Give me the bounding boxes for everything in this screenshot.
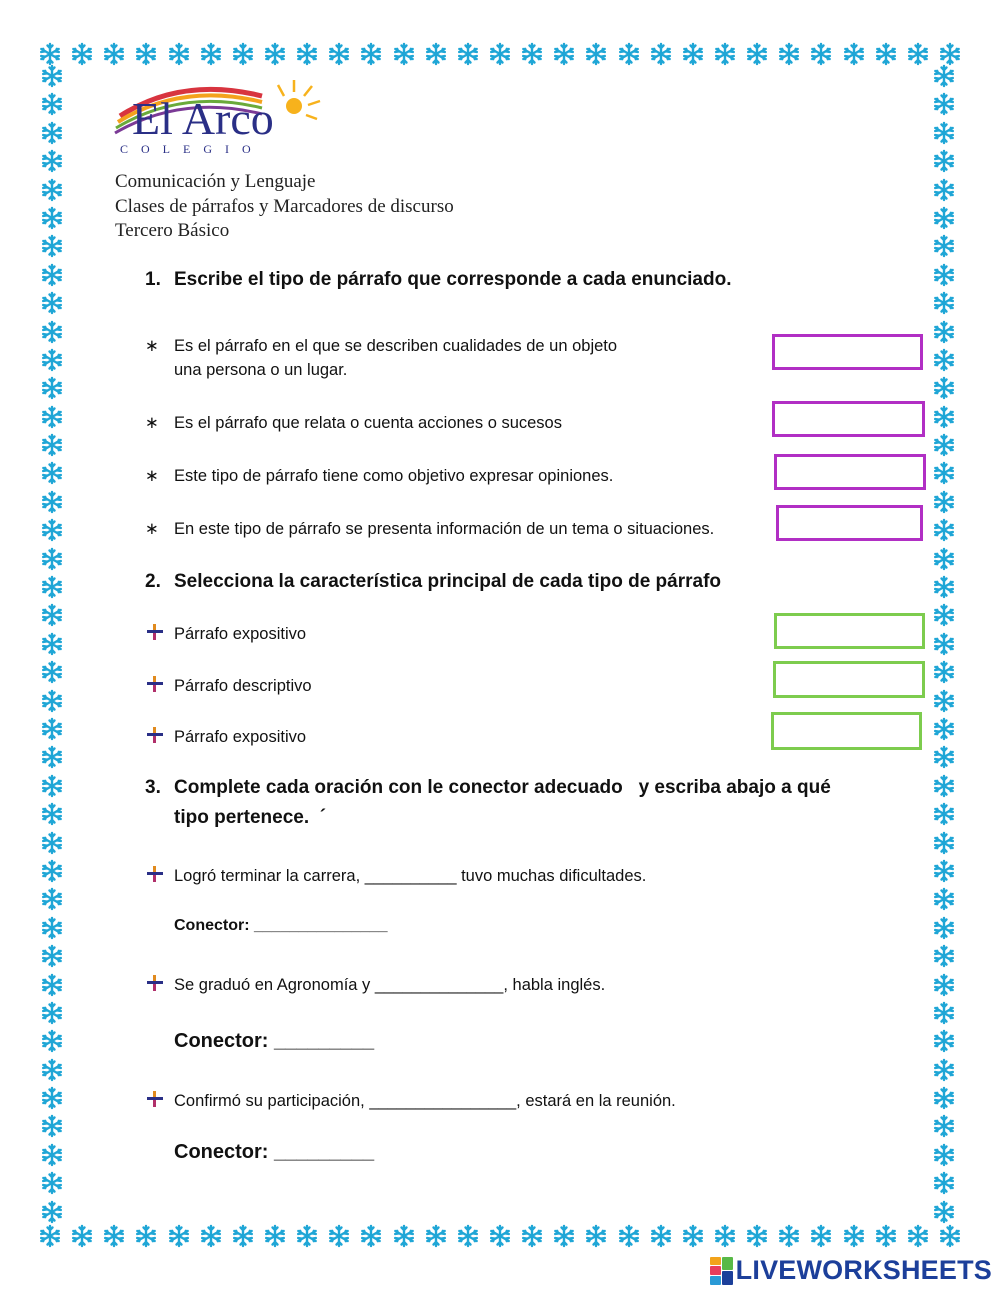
grade-line: Tercero Básico [115, 220, 230, 241]
logo-title: El Arco [132, 93, 274, 144]
logo-subtitle: COLEGIO [120, 142, 264, 156]
snowflake-icon [327, 42, 351, 66]
snowflake-icon [932, 433, 956, 457]
snowflake-icon [932, 461, 956, 485]
snowflake-icon [932, 745, 956, 769]
snowflake-icon [932, 64, 956, 88]
worksheet-header [115, 170, 454, 244]
snowflake-icon [327, 1224, 351, 1248]
snowflake-icon [40, 1086, 64, 1110]
snowflake-icon [777, 42, 801, 66]
school-logo [112, 78, 322, 158]
conector-line: Conector: _______________ [174, 917, 388, 934]
item-text: Es el párrafo en el que se describen cualidades de un objeto [174, 337, 618, 355]
snowflake-icon [932, 178, 956, 202]
snowflake-icon [932, 1001, 956, 1025]
snowflake-icon [40, 1171, 64, 1195]
snowflake-icon [745, 1224, 769, 1248]
snowflake-icon [932, 916, 956, 940]
asterisk-bullet: ∗ [145, 467, 159, 485]
snowflake-icon [40, 1001, 64, 1025]
snowflake-icon [40, 433, 64, 457]
answer-box[interactable] [772, 401, 925, 437]
snowflake-icon [809, 1224, 833, 1248]
snowflake-icon [932, 689, 956, 713]
snowflake-icon [40, 178, 64, 202]
snowflake-icon [40, 916, 64, 940]
snowflake-icon [932, 575, 956, 599]
item-text: En este tipo de párrafo se presenta información de un tema o situaciones. [174, 520, 715, 538]
snowflake-icon [552, 42, 576, 66]
border-left [38, 64, 66, 1224]
snowflake-icon [295, 1224, 319, 1248]
snowflake-icon [424, 42, 448, 66]
snowflake-icon [102, 1224, 126, 1248]
sentence-text: Se graduó en Agronomía y ______________, habla inglés. [174, 976, 606, 994]
snowflake-icon [40, 461, 64, 485]
snowflake-icon [424, 1224, 448, 1248]
snowflake-icon [263, 42, 287, 66]
snowflake-icon [40, 490, 64, 514]
section-number: 3. [145, 777, 161, 798]
snowflake-icon [40, 973, 64, 997]
section-heading: Selecciona la característica principal de cada tipo de párrafo [174, 571, 722, 592]
snowflake-icon [231, 42, 255, 66]
snowflake-icon [932, 1143, 956, 1167]
liveworksheets-watermark [710, 1255, 992, 1286]
snowflake-icon [40, 547, 64, 571]
snowflake-icon [932, 603, 956, 627]
snowflake-icon [40, 263, 64, 287]
snowflake-icon [874, 42, 898, 66]
snowflake-icon [40, 234, 64, 258]
snowflake-icon [40, 859, 64, 883]
plus-bullet-icon [145, 973, 165, 993]
snowflake-icon [842, 42, 866, 66]
snowflake-icon [40, 632, 64, 656]
snowflake-icon [40, 121, 64, 145]
snowflake-icon [295, 42, 319, 66]
snowflake-icon [199, 42, 223, 66]
section-heading: Escribe el tipo de párrafo que corresponde a cada enunciado. [174, 269, 732, 290]
snowflake-icon [40, 348, 64, 372]
snowflake-icon [932, 802, 956, 826]
snowflake-icon [932, 1114, 956, 1138]
section-number: 1. [145, 269, 161, 290]
border-bottom [38, 1222, 962, 1250]
snowflake-icon [809, 42, 833, 66]
snowflake-icon [134, 42, 158, 66]
snowflake-icon [777, 1224, 801, 1248]
item-text: Párrafo expositivo [174, 625, 307, 643]
snowflake-icon [392, 42, 416, 66]
item-text: Párrafo descriptivo [174, 677, 312, 695]
snowflake-icon [40, 660, 64, 684]
snowflake-icon [40, 1058, 64, 1082]
snowflake-icon [584, 42, 608, 66]
snowflake-icon [552, 1224, 576, 1248]
snowflake-icon [40, 149, 64, 173]
snowflake-icon [932, 632, 956, 656]
snowflake-icon [932, 263, 956, 287]
plus-bullet-icon [145, 725, 165, 745]
snowflake-icon [681, 42, 705, 66]
snowflake-icon [932, 1200, 956, 1224]
snowflake-icon [932, 121, 956, 145]
snowflake-icon [932, 717, 956, 741]
snowflake-icon [932, 547, 956, 571]
snowflake-icon [40, 603, 64, 627]
snowflake-icon [359, 1224, 383, 1248]
snowflake-icon [167, 1224, 191, 1248]
answer-box[interactable] [774, 454, 926, 490]
liveworksheets-logo-icon [710, 1257, 734, 1285]
snowflake-icon [40, 831, 64, 855]
snowflake-icon [932, 859, 956, 883]
snowflake-icon [932, 887, 956, 911]
snowflake-icon [38, 42, 62, 66]
snowflake-icon [932, 149, 956, 173]
snowflake-icon [40, 206, 64, 230]
snowflake-icon [40, 1143, 64, 1167]
snowflake-icon [649, 1224, 673, 1248]
snowflake-icon [932, 206, 956, 230]
item-text: Este tipo de párrafo tiene como objetivo expresar opiniones. [174, 467, 614, 485]
section-number: 2. [145, 571, 161, 592]
snowflake-icon [932, 348, 956, 372]
snowflake-icon [488, 1224, 512, 1248]
snowflake-icon [932, 92, 956, 116]
snowflake-icon [932, 234, 956, 258]
item-text: Párrafo expositivo [174, 728, 307, 746]
section-3-title [145, 773, 831, 803]
snowflake-icon [167, 42, 191, 66]
plus-bullet-icon [145, 622, 165, 642]
answer-box[interactable] [773, 661, 925, 698]
snowflake-icon [649, 42, 673, 66]
answer-box[interactable] [774, 613, 925, 649]
snowflake-icon [906, 1224, 930, 1248]
snowflake-icon [932, 291, 956, 315]
snowflake-icon [199, 1224, 223, 1248]
snowflake-icon [40, 405, 64, 429]
snowflake-icon [40, 376, 64, 400]
snowflake-icon [40, 575, 64, 599]
snowflake-icon [40, 518, 64, 542]
snowflake-icon [456, 42, 480, 66]
asterisk-bullet: ∗ [145, 337, 159, 355]
snowflake-icon [932, 973, 956, 997]
answer-box[interactable] [776, 505, 923, 541]
snowflake-icon [40, 802, 64, 826]
liveworksheets-text: LIVEWORKSHEETS [735, 1255, 992, 1285]
item-text: Es el párrafo que relata o cuenta acciones o sucesos [174, 414, 562, 432]
answer-box[interactable] [772, 334, 923, 370]
item-text: una persona o un lugar. [174, 361, 348, 379]
snowflake-icon [584, 1224, 608, 1248]
plus-bullet-icon [145, 864, 165, 884]
snowflake-icon [842, 1224, 866, 1248]
snowflake-icon [40, 1200, 64, 1224]
snowflake-icon [906, 42, 930, 66]
snowflake-icon [713, 42, 737, 66]
snowflake-icon [617, 42, 641, 66]
snowflake-icon [263, 1224, 287, 1248]
snowflake-icon [40, 1029, 64, 1053]
snowflake-icon [40, 717, 64, 741]
border-top [38, 40, 962, 68]
answer-box[interactable] [771, 712, 922, 750]
plus-bullet-icon [145, 674, 165, 694]
snowflake-icon [932, 1058, 956, 1082]
snowflake-icon [392, 1224, 416, 1248]
snowflake-icon [520, 1224, 544, 1248]
section-heading: tipo pertenece. ´ [174, 807, 327, 828]
section-1-title [145, 265, 732, 295]
snowflake-icon [40, 92, 64, 116]
sentence-text: Logró terminar la carrera, __________ tuvo muchas dificultades. [174, 867, 647, 885]
topic-line: Clases de párrafos y Marcadores de discurso [115, 195, 454, 217]
conector-line: Conector: _________ [174, 1141, 375, 1163]
snowflake-icon [681, 1224, 705, 1248]
asterisk-bullet: ∗ [145, 520, 159, 538]
border-right [930, 64, 958, 1224]
snowflake-icon [40, 320, 64, 344]
snowflake-icon [938, 42, 962, 66]
snowflake-icon [932, 944, 956, 968]
snowflake-icon [932, 490, 956, 514]
snowflake-icon [231, 1224, 255, 1248]
snowflake-icon [932, 518, 956, 542]
snowflake-icon [40, 944, 64, 968]
snowflake-icon [40, 689, 64, 713]
snowflake-icon [70, 1224, 94, 1248]
snowflake-icon [134, 1224, 158, 1248]
snowflake-icon [40, 291, 64, 315]
snowflake-icon [70, 42, 94, 66]
snowflake-icon [456, 1224, 480, 1248]
conector-line: Conector: _________ [174, 1030, 375, 1052]
snowflake-icon [874, 1224, 898, 1248]
snowflake-icon [932, 660, 956, 684]
snowflake-icon [40, 64, 64, 88]
snowflake-icon [40, 887, 64, 911]
snowflake-icon [40, 774, 64, 798]
snowflake-icon [932, 320, 956, 344]
snowflake-icon [617, 1224, 641, 1248]
snowflake-icon [932, 376, 956, 400]
snowflake-icon [359, 42, 383, 66]
snowflake-icon [38, 1224, 62, 1248]
snowflake-icon [40, 1114, 64, 1138]
snowflake-icon [932, 1029, 956, 1053]
snowflake-icon [938, 1224, 962, 1248]
snowflake-icon [932, 1171, 956, 1195]
subject-line: Comunicación y Lenguaje [115, 171, 316, 192]
section-heading: Complete cada oración con le conector adecuado y escriba abajo a qué [174, 777, 831, 798]
section-2-title [145, 567, 722, 597]
snowflake-icon [932, 831, 956, 855]
snowflake-icon [520, 42, 544, 66]
sentence-text: Confirmó su participación, ________________, estará en la reunión. [174, 1092, 676, 1110]
snowflake-icon [932, 405, 956, 429]
snowflake-icon [40, 745, 64, 769]
snowflake-icon [713, 1224, 737, 1248]
snowflake-icon [932, 774, 956, 798]
snowflake-icon [102, 42, 126, 66]
plus-bullet-icon [145, 1089, 165, 1109]
snowflake-icon [488, 42, 512, 66]
asterisk-bullet: ∗ [145, 414, 159, 432]
snowflake-icon [745, 42, 769, 66]
snowflake-icon [932, 1086, 956, 1110]
